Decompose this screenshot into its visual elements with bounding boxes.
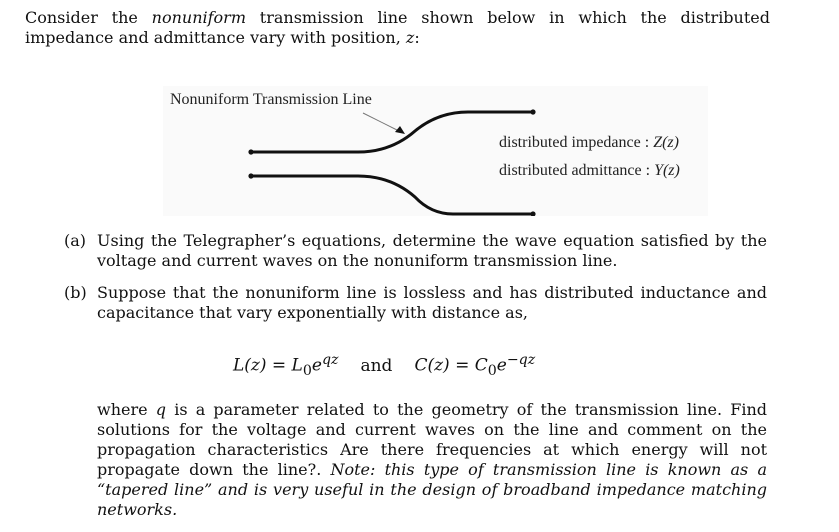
closing-paragraph <box>97 400 767 520</box>
eq-capacitance-subscript: 0 <box>487 363 497 380</box>
part-b-text: Suppose that the nonuniform line is lossless and has distributed inductance and capacitance that vary exponentially with distance as, <box>97 283 767 322</box>
intro-emphasis: nonuniform <box>151 8 246 27</box>
part-b-tag: (b) <box>64 283 87 302</box>
part-b <box>64 283 767 323</box>
impedance-label <box>499 134 679 152</box>
inductance-capacitance-equation <box>233 352 535 379</box>
transmission-line-figure <box>163 86 708 216</box>
part-a-tag: (a) <box>64 231 87 250</box>
intro-end: : <box>414 28 420 47</box>
impedance-text: distributed impedance : <box>499 134 654 151</box>
eq-and: and <box>360 355 393 376</box>
eq-capacitance-lhs: C(z) = C <box>414 355 488 376</box>
impedance-symbol: Z(z) <box>653 134 679 151</box>
intro-paragraph <box>25 8 770 48</box>
intro-text-2: transmission line shown below in which the distributed impedance and admittance vary with position, <box>25 8 770 47</box>
part-a <box>64 231 767 271</box>
eq-capacitance-exponent: −qz <box>506 352 536 368</box>
lower-left-terminal <box>248 173 253 178</box>
admittance-symbol: Y(z) <box>654 162 680 179</box>
eq-capacitance-base: e <box>496 355 507 376</box>
figure-label: Nonuniform Transmission Line <box>170 91 372 108</box>
intro-variable: z <box>405 28 415 47</box>
eq-inductance-exponent: qz <box>321 352 339 368</box>
upper-right-terminal <box>530 109 535 114</box>
admittance-text: distributed admittance : <box>499 162 655 179</box>
eq-inductance-base: e <box>311 355 322 376</box>
upper-left-terminal <box>248 149 253 154</box>
part-a-text: Using the Telegrapher’s equations, determine the wave equation satisfied by the voltage and current waves on the nonuniform transmission line. <box>97 231 767 270</box>
intro-text-1: Consider the <box>25 8 152 27</box>
admittance-label <box>499 162 680 180</box>
eq-inductance-lhs: L(z) = L <box>233 355 303 376</box>
para-note: Note: this type of transmission line is known as a “tapered line” and is very useful in the design of broadband impedance matching networks. <box>97 460 767 519</box>
para-variable-q: q <box>155 400 167 419</box>
para-text-2: is a parameter related to the geometry of the transmission line. Find solutions for the voltage and current waves on the line and comment on the propagation characteristics Are there frequencies at which energy will not propagate down the line?. <box>97 400 767 479</box>
eq-inductance-subscript: 0 <box>302 363 312 380</box>
para-text-1: where <box>97 400 156 419</box>
